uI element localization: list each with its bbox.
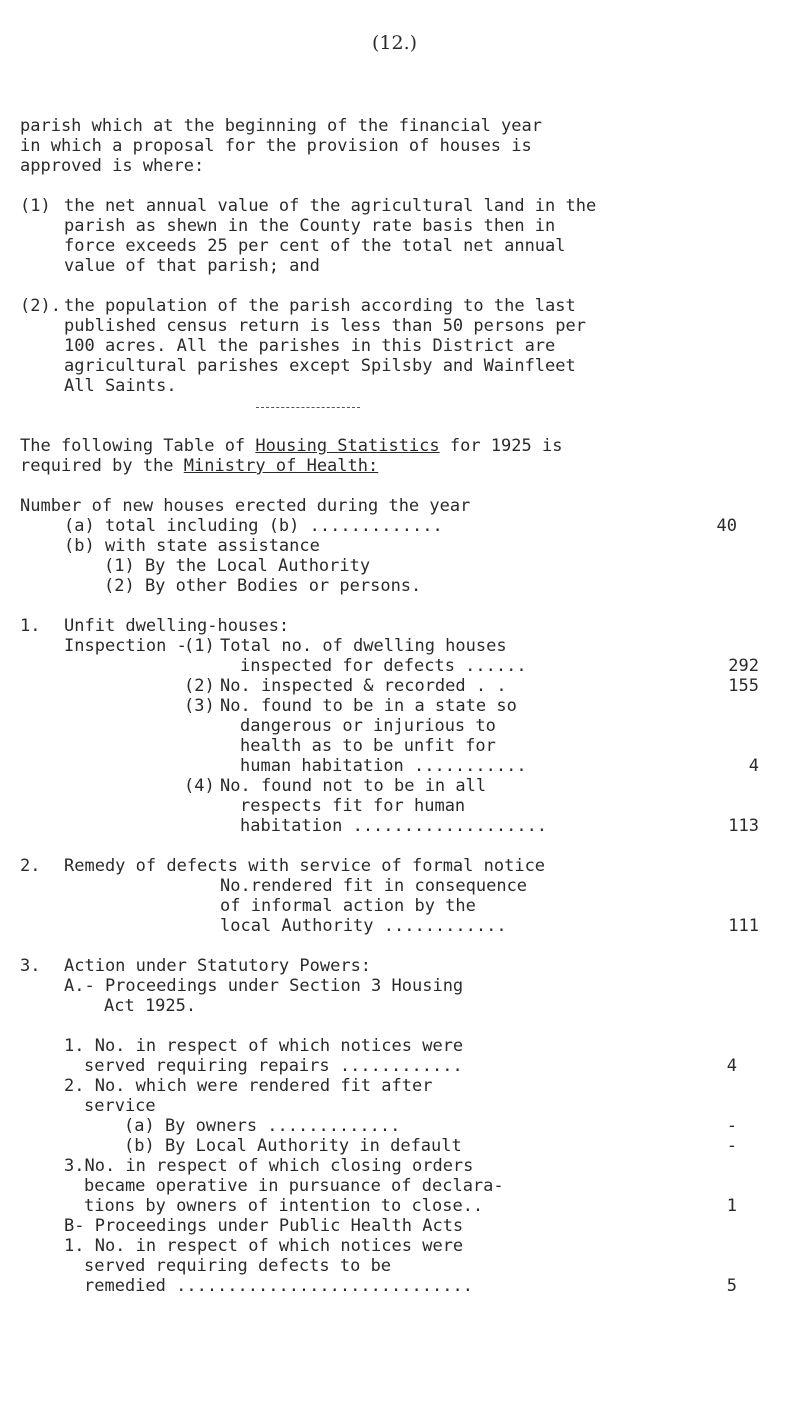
item-value: 155 xyxy=(728,676,759,696)
item-line: dangerous or injurious to xyxy=(240,716,496,736)
inspection-label: Inspection - xyxy=(64,636,187,656)
new-houses-heading: Number of new houses erected during the year xyxy=(20,496,471,516)
ministry-of-health: Ministry of Health: xyxy=(183,456,379,476)
page-number: (12.) xyxy=(372,32,418,54)
condition-1-line: force exceeds 25 per cent of the total net annual xyxy=(64,236,566,256)
item-line: health as to be unfit for xyxy=(240,736,496,756)
new-houses-b2: (2) By other Bodies or persons. xyxy=(104,576,422,596)
action-item-value: 4 xyxy=(726,1056,737,1076)
condition-1-line: parish as shewn in the County rate basis then in xyxy=(64,216,556,236)
item-number: (4) xyxy=(184,776,215,796)
action-item-line: 1. No. in respect of which notices were xyxy=(64,1236,464,1256)
section-3-sub-b: B- Proceedings under Public Health Acts xyxy=(64,1216,464,1236)
section-1-number: 1. xyxy=(20,616,41,636)
housing-statistics-heading: Housing Statistics xyxy=(255,436,440,456)
condition-1-number: (1) xyxy=(20,196,51,216)
action-item-line: remedied ............................. xyxy=(84,1276,473,1296)
new-houses-a-value: 40 xyxy=(716,516,737,536)
section-2-line: local Authority ............ xyxy=(220,916,507,936)
section-2-value: 111 xyxy=(728,916,759,936)
item-line: Total no. of dwelling houses xyxy=(220,636,507,656)
item-line: No. inspected & recorded . . xyxy=(220,676,507,696)
action-item-line: (b) By Local Authority in default xyxy=(124,1136,462,1156)
item-line: inspected for defects ...... xyxy=(240,656,527,676)
action-item-value: - xyxy=(726,1136,737,1156)
item-number: (2) xyxy=(184,676,215,696)
table-intro-text: The following Table of xyxy=(20,436,256,456)
new-houses-b-label: (b) with state assistance xyxy=(64,536,320,556)
condition-1-line: value of that parish; and xyxy=(64,256,320,276)
action-item-line: became operative in pursuance of declara- xyxy=(84,1176,504,1196)
action-item-line: 2. No. which were rendered fit after xyxy=(64,1076,433,1096)
new-houses-a-label: (a) total including (b) ............. xyxy=(64,516,443,536)
table-intro-line-1 xyxy=(20,436,562,456)
condition-2-line: agricultural parishes except Spilsby and Wainfleet xyxy=(64,356,576,376)
intro-line-3: approved is where: xyxy=(20,156,205,176)
table-intro-text: required by the xyxy=(20,456,184,476)
intro-line-2: in which a proposal for the provision of houses is xyxy=(20,136,532,156)
action-item-line: served requiring defects to be xyxy=(84,1256,392,1276)
item-value: 4 xyxy=(748,756,759,776)
section-2-line: No.rendered fit in consequence xyxy=(220,876,528,896)
condition-2-line: All Saints. xyxy=(64,376,177,396)
item-line: No. found to be in a state so xyxy=(220,696,517,716)
section-2-line: of informal action by the xyxy=(220,896,476,916)
table-intro-line-2 xyxy=(20,456,378,476)
item-line: habitation ................... xyxy=(240,816,548,836)
condition-2-line: published census return is less than 50 persons per xyxy=(64,316,586,336)
condition-2-line: the population of the parish according to the last xyxy=(64,296,576,316)
item-line: No. found not to be in all xyxy=(220,776,487,796)
intro-line-1: parish which at the beginning of the financial year xyxy=(20,116,542,136)
table-intro-text: for 1925 is xyxy=(439,436,563,456)
action-item-line: 3.No. in respect of which closing orders xyxy=(64,1156,474,1176)
item-number: (1) xyxy=(184,636,215,656)
item-number: (3) xyxy=(184,696,215,716)
action-item-line: (a) By owners ............. xyxy=(124,1116,401,1136)
new-houses-b1: (1) By the Local Authority xyxy=(104,556,371,576)
action-item-line: service xyxy=(84,1096,156,1116)
action-item-value: 5 xyxy=(726,1276,737,1296)
section-2-number: 2. xyxy=(20,856,41,876)
section-3-sub-a: A.- Proceedings under Section 3 Housing xyxy=(64,976,464,996)
item-value: 113 xyxy=(728,816,759,836)
item-line: respects fit for human xyxy=(240,796,466,816)
action-item-value: 1 xyxy=(726,1196,737,1216)
separator-rule xyxy=(256,407,360,408)
item-value: 292 xyxy=(728,656,759,676)
condition-1-line: the net annual value of the agricultural land in the xyxy=(64,196,597,216)
action-item-value: - xyxy=(726,1116,737,1136)
section-1-title: Unfit dwelling-houses: xyxy=(64,616,290,636)
action-item-line: served requiring repairs ............ xyxy=(84,1056,463,1076)
action-item-line: tions by owners of intention to close.. xyxy=(84,1196,484,1216)
section-3-number: 3. xyxy=(20,956,41,976)
section-2-line: Remedy of defects with service of formal notice xyxy=(64,856,546,876)
item-line: human habitation ........... xyxy=(240,756,527,776)
section-3-title: Action under Statutory Powers: xyxy=(64,956,372,976)
condition-2-line: 100 acres. All the parishes in this District are xyxy=(64,336,556,356)
action-item-line: 1. No. in respect of which notices were xyxy=(64,1036,464,1056)
section-3-sub-a-line-2: Act 1925. xyxy=(104,996,197,1016)
condition-2-number: (2). xyxy=(20,296,61,316)
